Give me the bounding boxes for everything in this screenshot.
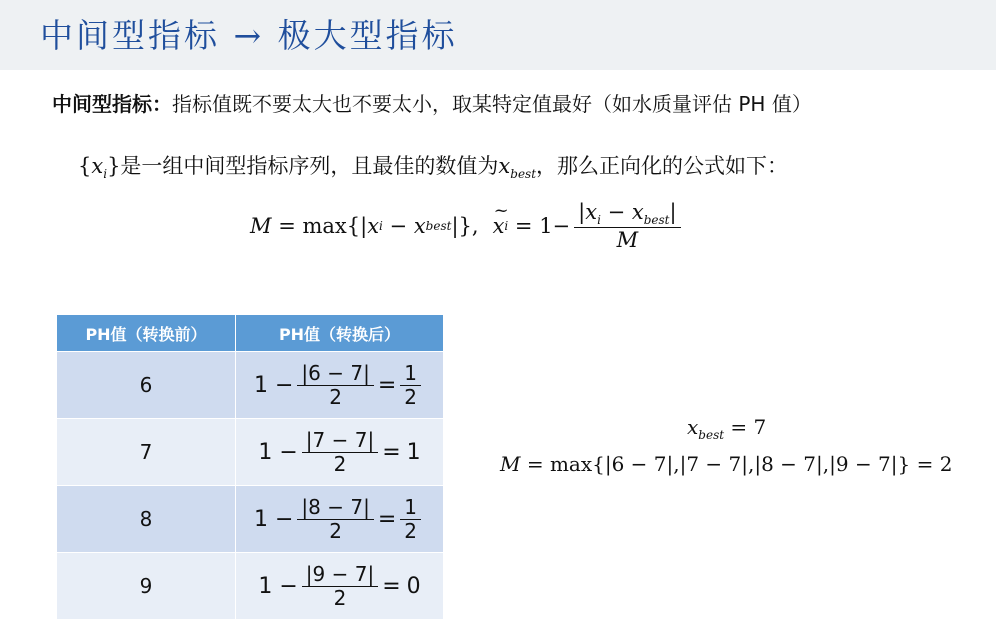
header-after: PH值（转换后） [236,315,444,352]
calc-fraction: $\frac{|8 - 7|}{2}$ [297,496,373,543]
title-banner [0,0,996,70]
formula-i-sub: i [379,219,383,233]
calc-fraction: $\frac{|6 - 7|}{2}$ [297,362,373,409]
result-fraction: $\frac{1}{2}$ [400,362,421,409]
table-header-row [57,315,444,352]
formula-xb: x [413,214,426,238]
intro-sub: i [103,167,108,181]
formula-eq2: = 1− [508,214,571,238]
formula-xi: x [367,214,380,238]
cell-before: 7 [57,419,236,486]
header-before: PH值（转换前） [57,315,236,352]
intro-tail: ，那么正向化的公式如下： [536,154,789,178]
formula-lhs: M [250,214,272,238]
definition-term: 中间型指标： [52,92,172,116]
intro-best-sub: best [510,167,537,181]
formula-xt-sub: i [504,219,509,233]
m-line: M = max{|6 − 7|,|7 − 7|,|8 − 7|,|9 − 7|} = 2 [500,452,953,476]
formula-minus: − [382,214,414,238]
definition-text: 指标值既不要太大也不要太小，取某特定值最好（如水质量评估 PH 值） [172,92,812,116]
intro-mid: }是一组中间型指标序列，且最佳的数值为 [107,154,499,178]
slide-title: 中间型指标 → 极大型指标 [40,16,458,55]
calc-fraction: $\frac{|9 - 7|}{2}$ [302,563,378,610]
table-row [57,419,444,486]
cell-before: 6 [57,352,236,419]
worked-example [500,410,970,484]
formula-best-sub: best [425,219,452,233]
cell-before: 9 [57,553,236,620]
intro-lead: { [78,154,92,178]
intro-best-var: x [498,154,511,178]
cell-after: 1 − $\frac{|6 - 7|}{2}$ = $\frac{1}{2}$ [236,352,444,419]
table-row [57,553,444,620]
formula-denominator: M [616,228,639,253]
formula-eq1: = max{| [271,214,368,238]
formula-close: |}, [451,214,479,238]
table-row [57,486,444,553]
intro-line [78,150,788,181]
definition-line [52,88,812,117]
calc-result: 1 [406,439,421,465]
formula-xt: ~ x [493,214,505,238]
ph-table [56,314,444,620]
xbest-line: $x_{best} = 7$ [687,415,767,442]
calc-fraction: $\frac{|7 - 7|}{2}$ [302,429,378,476]
intro-var: x [91,154,104,178]
result-fraction: $\frac{1}{2}$ [400,496,421,543]
normalization-formula [250,196,685,256]
cell-after: 1 − $\frac{|9 - 7|}{2}$ = 0 [236,553,444,620]
formula-numerator: $|x_i - x_{best}|$ [574,200,680,229]
formula-fraction [574,200,680,253]
calc-result: 0 [406,573,421,599]
table-row [57,352,444,419]
cell-before: 8 [57,486,236,553]
cell-after: 1 − $\frac{|8 - 7|}{2}$ = $\frac{1}{2}$ [236,486,444,553]
cell-after: 1 − $\frac{|7 - 7|}{2}$ = 1 [236,419,444,486]
